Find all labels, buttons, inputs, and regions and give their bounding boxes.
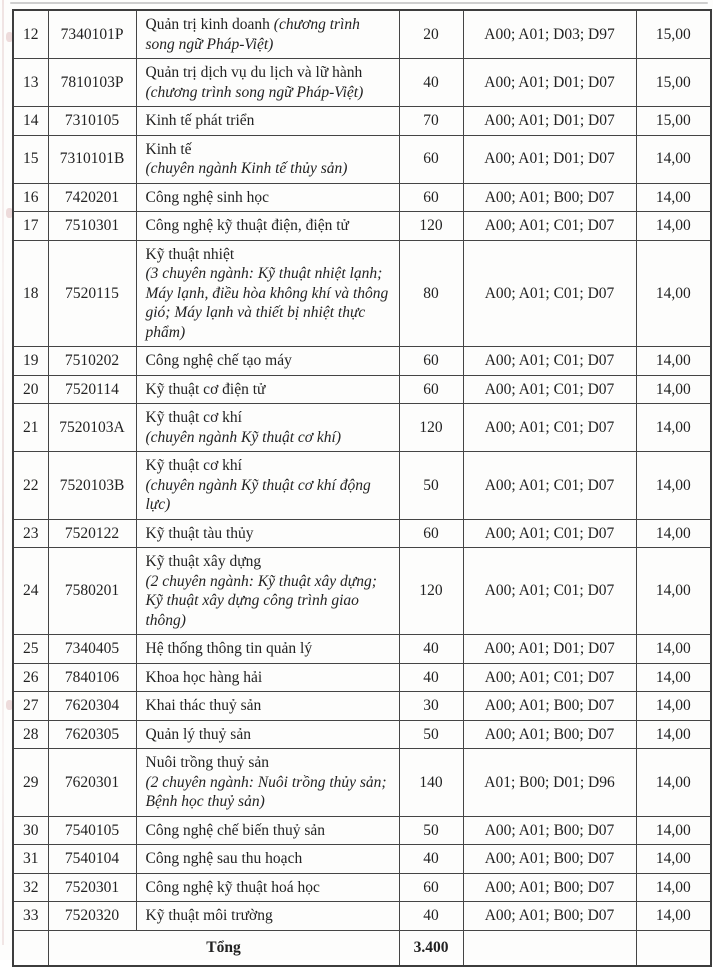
quota-cell: 50 bbox=[399, 816, 463, 845]
quota-cell: 60 bbox=[399, 519, 463, 548]
benchmark-score-cell: 14,00 bbox=[636, 720, 711, 749]
table-row bbox=[13, 749, 711, 817]
subject-combination-cell: A00; A01; D01; D07 bbox=[463, 135, 636, 183]
quota-cell: 60 bbox=[399, 375, 463, 404]
subject-combination-cell: A00; A01; D01; D07 bbox=[463, 59, 636, 107]
program-code-cell: 7520115 bbox=[48, 240, 136, 347]
program-code-cell: 7420201 bbox=[48, 183, 136, 212]
table-row bbox=[13, 692, 711, 721]
subject-combination-cell: A00; A01; C01; D07 bbox=[463, 452, 636, 520]
benchmark-score-cell: 14,00 bbox=[636, 519, 711, 548]
table-row bbox=[13, 107, 711, 136]
row-number-cell: 14 bbox=[13, 107, 48, 136]
table-row bbox=[13, 873, 711, 902]
program-name-text: Quản trị dịch vụ du lịch và lữ hành bbox=[145, 64, 363, 81]
subject-combination-cell: A00; A01; D01; D07 bbox=[463, 635, 636, 664]
program-code-cell: 7340405 bbox=[48, 635, 136, 664]
row-number-cell: 13 bbox=[13, 59, 48, 107]
row-number-cell: 33 bbox=[13, 902, 48, 931]
program-name-text: Kỹ thuật cơ khí bbox=[145, 457, 242, 474]
program-code-cell: 7620304 bbox=[48, 692, 136, 721]
row-number-cell: 21 bbox=[13, 404, 48, 452]
program-name-text: Kinh tế phát triển bbox=[145, 112, 255, 129]
quota-cell: 70 bbox=[399, 107, 463, 136]
benchmark-score-cell: 14,00 bbox=[636, 749, 711, 817]
program-note-text: (3 chuyên ngành: Kỹ thuật nhiệt lạnh; Máy lạnh, điều hòa không khí và thông gió; Máy lạnh và thiết bị nhiệt thực phẩm) bbox=[145, 265, 389, 341]
subject-combination-cell: A00; A01; C01; D07 bbox=[463, 240, 636, 347]
subject-combination-cell: A00; A01; C01; D07 bbox=[463, 548, 636, 635]
quota-cell: 20 bbox=[399, 10, 463, 59]
table-row bbox=[13, 548, 711, 635]
subject-combination-cell: A00; A01; B00; D07 bbox=[463, 720, 636, 749]
row-number-cell: 24 bbox=[13, 548, 48, 635]
table-row bbox=[13, 816, 711, 845]
program-name-text: Kỹ thuật cơ điện tử bbox=[145, 380, 266, 398]
program-code-cell: 7340101P bbox=[48, 10, 136, 59]
subject-combination-cell: A00; A01; B00; D07 bbox=[463, 183, 636, 212]
benchmark-score-cell: 14,00 bbox=[636, 212, 711, 241]
total-label-cell: Tổng bbox=[48, 930, 399, 966]
quota-cell: 140 bbox=[399, 749, 463, 817]
program-name-cell bbox=[136, 10, 399, 59]
program-note-text: (chương trình song ngữ Pháp-Việt) bbox=[145, 16, 360, 53]
total-quota-cell: 3.400 bbox=[399, 930, 463, 966]
program-name-cell bbox=[136, 635, 399, 664]
table-row bbox=[13, 183, 711, 212]
program-code-cell: 7540104 bbox=[48, 845, 136, 874]
program-name-cell bbox=[136, 183, 399, 212]
program-code-cell: 7520103A bbox=[48, 404, 136, 452]
row-number-cell: 16 bbox=[13, 183, 48, 212]
program-name-cell bbox=[136, 548, 399, 635]
row-number-cell: 17 bbox=[13, 212, 48, 241]
program-note-text: (chương trình song ngữ Pháp-Việt) bbox=[145, 83, 364, 101]
program-name-cell bbox=[136, 240, 399, 347]
total-row-empty-combo-cell bbox=[463, 930, 636, 966]
subject-combination-cell: A00; A01; C01; D07 bbox=[463, 519, 636, 548]
program-name-cell bbox=[136, 212, 399, 241]
quota-cell: 60 bbox=[399, 347, 463, 376]
program-name-text: Công nghệ kỹ thuật hoá học bbox=[145, 878, 320, 896]
program-name-cell bbox=[136, 59, 399, 107]
total-row bbox=[13, 930, 711, 966]
row-number-cell: 15 bbox=[13, 135, 48, 183]
benchmark-score-cell: 14,00 bbox=[636, 902, 711, 931]
row-number-cell: 29 bbox=[13, 749, 48, 817]
program-name-text: Kỹ thuật môi trường bbox=[145, 907, 273, 924]
quota-cell: 40 bbox=[399, 663, 463, 692]
subject-combination-cell: A00; A01; C01; D07 bbox=[463, 375, 636, 404]
program-name-text: Kỹ thuật tàu thủy bbox=[145, 524, 254, 542]
program-name-cell bbox=[136, 663, 399, 692]
program-name-text: Công nghệ chế biến thuỷ sản bbox=[145, 821, 326, 839]
program-code-cell: 7620301 bbox=[48, 749, 136, 817]
table-row bbox=[13, 845, 711, 874]
program-name-text: Hệ thống thông tin quản lý bbox=[145, 640, 313, 657]
benchmark-score-cell: 14,00 bbox=[636, 873, 711, 902]
program-name-text: Kỹ thuật xây dựng bbox=[145, 553, 262, 570]
table-row bbox=[13, 902, 711, 931]
program-code-cell: 7520114 bbox=[48, 375, 136, 404]
subject-combination-cell: A00; A01; B00; D07 bbox=[463, 902, 636, 931]
quota-cell: 60 bbox=[399, 183, 463, 212]
program-code-cell: 7510202 bbox=[48, 347, 136, 376]
program-note-text: (2 chuyên ngành: Nuôi trồng thủy sản; Bệnh học thuỷ sản) bbox=[145, 773, 387, 810]
program-code-cell: 7520320 bbox=[48, 902, 136, 931]
program-code-cell: 7520122 bbox=[48, 519, 136, 548]
program-code-cell: 7520301 bbox=[48, 873, 136, 902]
row-number-cell: 32 bbox=[13, 873, 48, 902]
program-code-cell: 7310101B bbox=[48, 135, 136, 183]
subject-combination-cell: A00; A01; B00; D07 bbox=[463, 845, 636, 874]
row-number-cell: 28 bbox=[13, 720, 48, 749]
table-row bbox=[13, 59, 711, 107]
row-number-cell: 22 bbox=[13, 452, 48, 520]
program-code-cell: 7310105 bbox=[48, 107, 136, 136]
row-number-cell: 31 bbox=[13, 845, 48, 874]
quota-cell: 120 bbox=[399, 548, 463, 635]
benchmark-score-cell: 14,00 bbox=[636, 816, 711, 845]
benchmark-score-cell: 15,00 bbox=[636, 107, 711, 136]
row-number-cell: 30 bbox=[13, 816, 48, 845]
subject-combination-cell: A00; A01; C01; D07 bbox=[463, 404, 636, 452]
program-name-cell bbox=[136, 135, 399, 183]
program-code-cell: 7510301 bbox=[48, 212, 136, 241]
program-name-text: Quản trị kinh doanh bbox=[145, 16, 270, 33]
subject-combination-cell: A01; B00; D01; D96 bbox=[463, 749, 636, 817]
table-row bbox=[13, 519, 711, 548]
quota-cell: 40 bbox=[399, 635, 463, 664]
program-name-cell bbox=[136, 519, 399, 548]
total-row-empty-stt-cell bbox=[13, 930, 48, 966]
row-number-cell: 27 bbox=[13, 692, 48, 721]
row-number-cell: 19 bbox=[13, 347, 48, 376]
row-number-cell: 26 bbox=[13, 663, 48, 692]
benchmark-score-cell: 14,00 bbox=[636, 845, 711, 874]
program-code-cell: 7840106 bbox=[48, 663, 136, 692]
row-number-cell: 18 bbox=[13, 240, 48, 347]
quota-cell: 120 bbox=[399, 404, 463, 452]
program-name-cell bbox=[136, 375, 399, 404]
program-name-cell bbox=[136, 452, 399, 520]
program-code-cell: 7810103P bbox=[48, 59, 136, 107]
benchmark-score-cell: 14,00 bbox=[636, 135, 711, 183]
total-row-empty-score-cell bbox=[636, 930, 711, 966]
program-name-cell bbox=[136, 902, 399, 931]
subject-combination-cell: A00; A01; C01; D07 bbox=[463, 347, 636, 376]
scan-artifact-left-line bbox=[2, 0, 4, 945]
row-number-cell: 25 bbox=[13, 635, 48, 664]
table-row bbox=[13, 663, 711, 692]
program-name-text: Nuôi trồng thuỷ sản bbox=[145, 754, 270, 771]
benchmark-score-cell: 14,00 bbox=[636, 347, 711, 376]
quota-cell: 80 bbox=[399, 240, 463, 347]
row-number-cell: 23 bbox=[13, 519, 48, 548]
program-name-cell bbox=[136, 749, 399, 817]
subject-combination-cell: A00; A01; B00; D07 bbox=[463, 816, 636, 845]
benchmark-score-cell: 14,00 bbox=[636, 548, 711, 635]
program-name-text: Công nghệ sau thu hoạch bbox=[145, 850, 303, 867]
subject-combination-cell: A00; A01; B00; D07 bbox=[463, 873, 636, 902]
subject-combination-cell: A00; A01; D01; D07 bbox=[463, 107, 636, 136]
subject-combination-cell: A00; A01; D03; D97 bbox=[463, 10, 636, 59]
benchmark-score-cell: 14,00 bbox=[636, 240, 711, 347]
program-name-cell bbox=[136, 816, 399, 845]
benchmark-score-cell: 14,00 bbox=[636, 663, 711, 692]
benchmark-score-cell: 14,00 bbox=[636, 635, 711, 664]
program-name-text: Kỹ thuật cơ khí bbox=[145, 409, 242, 426]
quota-cell: 120 bbox=[399, 212, 463, 241]
program-name-text: Công nghệ kỹ thuật điện, điện tử bbox=[145, 217, 349, 234]
subject-combination-cell: A00; A01; C01; D07 bbox=[463, 663, 636, 692]
quota-cell: 50 bbox=[399, 452, 463, 520]
benchmark-score-cell: 14,00 bbox=[636, 452, 711, 520]
program-code-cell: 7540105 bbox=[48, 816, 136, 845]
program-name-text: Khoa học hàng hải bbox=[145, 668, 263, 686]
row-number-cell: 12 bbox=[13, 10, 48, 59]
benchmark-score-cell: 15,00 bbox=[636, 10, 711, 59]
program-name-cell bbox=[136, 873, 399, 902]
program-name-cell bbox=[136, 347, 399, 376]
program-name-cell bbox=[136, 845, 399, 874]
program-code-cell: 7620305 bbox=[48, 720, 136, 749]
scan-artifact-top-line bbox=[10, 2, 708, 4]
table-row bbox=[13, 135, 711, 183]
program-name-cell bbox=[136, 692, 399, 721]
program-name-text: Công nghệ chế tạo máy bbox=[145, 352, 292, 369]
program-name-text: Khai thác thuỷ sản bbox=[145, 697, 262, 714]
table-row bbox=[13, 375, 711, 404]
table-row bbox=[13, 635, 711, 664]
table-body bbox=[13, 10, 711, 930]
quota-cell: 30 bbox=[399, 692, 463, 721]
benchmark-score-cell: 14,00 bbox=[636, 375, 711, 404]
program-note-text: (chuyên ngành Kinh tế thủy sản) bbox=[145, 160, 348, 177]
table-row bbox=[13, 404, 711, 452]
program-note-text: (chuyên ngành Kỹ thuật cơ khí) bbox=[145, 428, 342, 446]
program-name-text: Kinh tế bbox=[145, 140, 192, 158]
quota-cell: 40 bbox=[399, 59, 463, 107]
table-row bbox=[13, 212, 711, 241]
program-code-cell: 7520103B bbox=[48, 452, 136, 520]
program-name-cell bbox=[136, 404, 399, 452]
program-name-text: Quản lý thuỷ sản bbox=[145, 725, 251, 743]
program-code-cell: 7580201 bbox=[48, 548, 136, 635]
table-row bbox=[13, 347, 711, 376]
quota-cell: 40 bbox=[399, 845, 463, 874]
benchmark-score-cell: 14,00 bbox=[636, 692, 711, 721]
program-note-text: (chuyên ngành Kỹ thuật cơ khí động lực) bbox=[145, 476, 371, 513]
benchmark-score-cell: 14,00 bbox=[636, 404, 711, 452]
table-row bbox=[13, 720, 711, 749]
admission-quota-table bbox=[12, 9, 712, 967]
program-name-text: Kỹ thuật nhiệt bbox=[145, 245, 235, 263]
table-row bbox=[13, 10, 711, 59]
quota-cell: 60 bbox=[399, 135, 463, 183]
benchmark-score-cell: 15,00 bbox=[636, 59, 711, 107]
benchmark-score-cell: 14,00 bbox=[636, 183, 711, 212]
program-name-text: Công nghệ sinh học bbox=[145, 188, 270, 206]
row-number-cell: 20 bbox=[13, 375, 48, 404]
subject-combination-cell: A00; A01; B00; D07 bbox=[463, 692, 636, 721]
subject-combination-cell: A00; A01; C01; D07 bbox=[463, 212, 636, 241]
quota-cell: 60 bbox=[399, 873, 463, 902]
program-note-text: (2 chuyên ngành: Kỹ thuật xây dựng; Kỹ thuật xây dựng công trình giao thông) bbox=[145, 572, 377, 629]
program-name-cell bbox=[136, 107, 399, 136]
quota-cell: 40 bbox=[399, 902, 463, 931]
table-row bbox=[13, 240, 711, 347]
program-name-cell bbox=[136, 720, 399, 749]
table-row bbox=[13, 452, 711, 520]
quota-cell: 50 bbox=[399, 720, 463, 749]
